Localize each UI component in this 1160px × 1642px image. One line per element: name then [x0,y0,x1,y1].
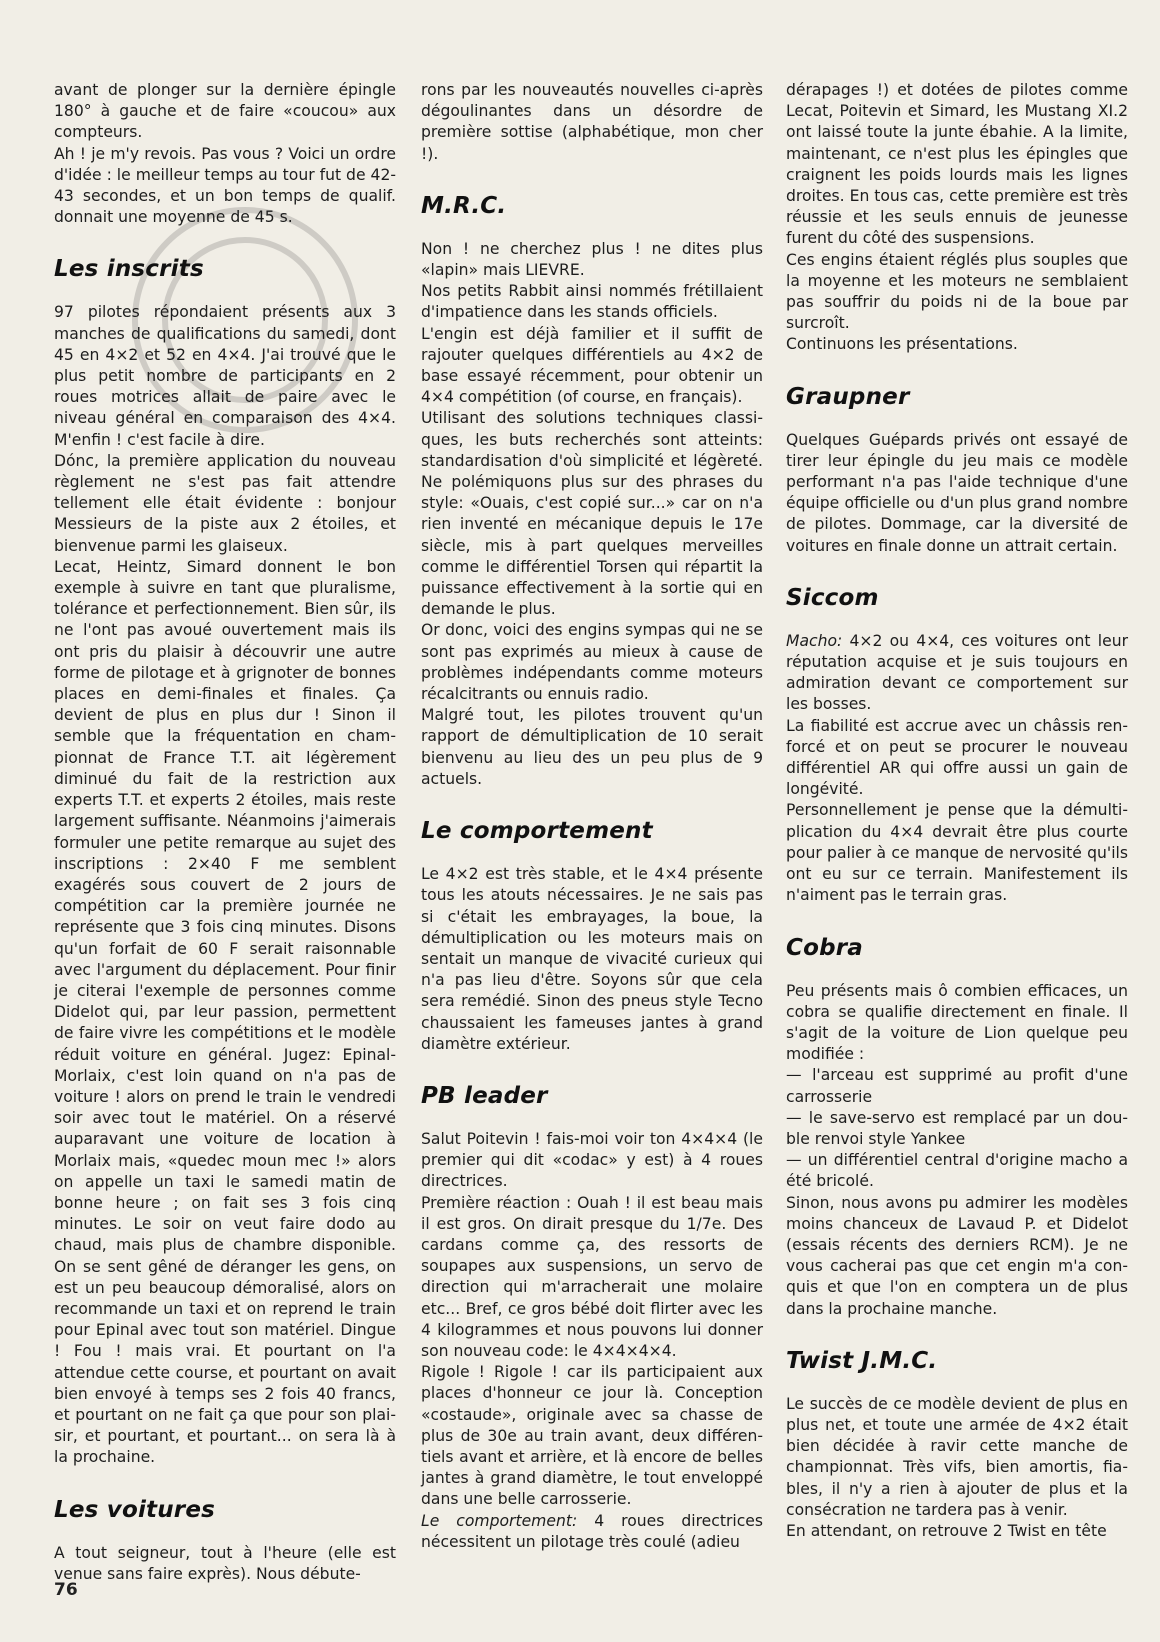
paragraph: Continuons les présentations. [786,335,1018,354]
section-heading: Siccom [786,584,879,611]
paragraph: 97 pilotes répondaient présents aux 3 manches de qualifications du samedi, dont 45 en 4×2 et 52 en 4×4. J'ai trouvé que le plus petit nombre de participants en 2 roues motrices allait de paire avec le niveau général en comparaison des 4×4. M'enfin ! c'est facile à dire. [54,303,396,449]
section-heading: Graupner [786,383,910,410]
section-heading: Cobra [786,934,864,961]
paragraph: Première réaction : Ouah ! il est beau mais il est gros. On dirait presque du 1/7e. Des cardans comme ça, des ressorts de soupapes aux suspensions, un servo de direction qui m'arracherait une molaire etc... Bref, ce gros bébé doit flirter avec les 4 kilogrammes et nous pouvons lui donner son nouveau code: le 4×4×4×4. [421,1193,763,1360]
paragraph: En attendant, on retrouve 2 Twist en tête [786,1521,1107,1540]
paragraph: La fiabilité est accrue avec un châssis renforcé et on peut se procurer le nouveau différentiel AR qui offre aussi un gain de longévité. [786,716,1128,799]
paragraph: Or donc, voici des engins sympas qui ne se sont pas exprimés au mieux à cause de problèmes indépendants comme moteurs récalcitrants ou ennuis radio. [421,621,763,704]
column-1 [54,80,396,1585]
paragraph: Dónc, la première application du nouveau règlement ne s'est pas fait attendre tellement elle était évidente : bonjour Messieurs de la piste aux 2 étoiles, et bienvenue parmi les glaiseux. [54,451,396,555]
section-heading: Twist J.M.C. [786,1347,938,1374]
paragraph: L'engin est déjà familier et il suffit de rajouter quelques différentiels au 4×2 de base essayé récemment, pour obtenir un 4×4 compétition (of course, en français). [421,324,763,407]
section-heading: Les voitures [54,1496,216,1523]
page-number: 76 [54,1580,78,1600]
paragraph: — un différentiel central d'origine macho a été bricolé. [786,1151,1128,1191]
paragraph: Non ! ne cherchez plus ! ne dites plus «lapin» mais LIEVRE. [421,239,763,280]
paragraph: Quelques Guépards privés ont essayé de tirer leur épingle du jeu mais ce modèle performant n'a pas l'aide technique d'une équipe officielle ou d'un plus grand nombre de pilotes. Dommage, car la diversité de voitures en finale donne un attrait certain. [786,430,1128,555]
paragraph: Salut Poitevin ! fais-moi voir ton 4×4×4 (le premier qui dit «codac» y est) à 4 roues directrices. [421,1129,763,1191]
paragraph: avant de plonger sur la dernière épingle 180° à gauche et de faire «coucou» aux compteurs. [54,81,396,142]
paragraph-text: 4×2 ou 4×4, ces voitures ont leur réputation acquise et je suis toujours en admiration devant ce comportement sur les bosses. [786,631,1128,714]
section-heading: Le comportement [421,818,653,845]
paragraph [421,1511,763,1553]
paragraph [786,631,1128,716]
paragraph: Personnellement je pense que la démultiplication du 4×4 devrait être plus courte pour palier à ce manque de nervosité qu'ils ont eu sur ce terrain. Manifestement ils n'aiment pas le terrain gras. [786,801,1128,905]
section-heading: PB leader [421,1082,548,1109]
paragraph: dérapages !) et dotées de pilotes comme Lecat, Poitevin et Simard, les Mustang XI.2 ont laissé toute la junte ébahie. A la limite, maintenant, ce n'est plus les épingles que craignent les poids lourds mais les lignes droites. En tous cas, cette première est très réussie et les seuls ennuis de jeunesse furent du côté des suspensions. [786,81,1128,248]
column-2 [421,80,763,1553]
paragraph: Le 4×2 est très stable, et le 4×4 présente tous les atouts nécessaires. Je ne sais pas si c'était les embrayages, la boue, la démultiplication ou les moteurs mais on sentait un manque de vivacité curieux qui n'a pas lieu d'être. Soyons sûr que cela sera remédié. Sinon des pneus style Tecno chaussaient les fameuses jantes à grand diamètre extérieur. [421,865,763,1053]
paragraph: Le succès de ce modèle devient de plus en plus net, et toute une armée de 4×2 était bien décidée à ravir cette manche de championnat. Très vifs, bien amortis, fiables, il n'y a rien à ajouter de plus et la consécration ne tardera pas à venir. [786,1394,1128,1519]
paragraph: Nos petits Rabbit ainsi nommés frétillaient d'impatience dans les stands officiels. [421,282,763,322]
section-heading: Les inscrits [54,256,204,283]
paragraph: Malgré tout, les pilotes trouvent qu'un rapport de démultiplication de 10 serait bienvenu au lieu des un peu plus de 9 actuels. [421,706,763,788]
paragraph: Ces engins étaient réglés plus souples que la moyenne et les moteurs ne semblaient pas souffrir du poids ni de la boue par surcroît. [786,250,1128,333]
paragraph: Sinon, nous avons pu admirer les modèles moins chanceux de Lavaud P. et Didelot (essais récents des derniers RCM). Je ne vous cacherai pas que cet engin m'a conquis et que l'on en comptera un de plus dans la prochaine manche. [786,1193,1128,1318]
paragraph: Ah ! je m'y revois. Pas vous ? Voici un ordre d'idée : le meilleur temps au tour fut de 42-43 secondes, et un bon temps de qualif. donnait une moyenne de 45 s. [54,144,396,227]
paragraph-lead: Le comportement: [421,1511,578,1530]
paragraph-lead: Macho: [786,631,843,650]
section-heading: M.R.C. [421,192,507,219]
paragraph: — le save-servo est remplacé par un double renvoi style Yankee [786,1108,1128,1148]
paragraph-text: 4 roues directrices nécessitent un pilotage très coulé (adieu [421,1511,763,1551]
paragraph: rons par les nouveautés nouvelles ci-après dégoulinantes dans un désordre de première sottise (alphabétique, mon cher !). [421,81,763,163]
column-3 [786,80,1128,1542]
paragraph: Utilisant des solutions techniques classiques, les buts recherchés sont atteints: standardisation d'où simplicité et légèreté. Ne polémiquons plus sur des phrases du style: «Ouais, c'est copié sur...» car on n'a rien inventé en mécanique depuis le 17e siècle, mis à part quelques merveilles comme le différentiel Torsen qui répartit la puissance effectivement à la sortie qui en demande le plus. [421,409,763,619]
paragraph: — l'arceau est supprimé au profit d'une carrosserie [786,1066,1128,1106]
paragraph: Rigole ! Rigole ! car ils participaient aux places d'honneur ce jour là. Conception «costaude», originale avec sa chasse de plus de 30e au train avant, deux différentiels avant et arrière, et là encore de belles jantes à grand diamètre, le tout enveloppé dans une belle carrosserie. [421,1363,763,1509]
paragraph: A tout seigneur, tout à l'heure (elle est venue sans faire exprès). Nous débute- [54,1543,396,1583]
paragraph: Peu présents mais ô combien efficaces, un cobra se qualifie directement en finale. Il s'agit de la voiture de Lion quelque peu modifiée : [786,981,1128,1064]
paragraph: Lecat, Heintz, Simard donnent le bon exemple à suivre en tant que pluralisme, tolérance et perfectionnement. Bien sûr, ils ne l'ont pas avoué ouvertement mais ils ont pris du plaisir à découvrir une autre forme de pilotage et à grignoter de bonnes places en demi-finales et finales. Ça devient de plus en plus dur ! Sinon il semble que la fréquentation en championnat de France T.T. ait légèrement diminué du fait de la restriction aux experts T.T. et experts 2 étoiles, mais reste largement suffisante. Néanmoins j'aimerais formuler une petite remarque au sujet des inscriptions : 2×40 F me semblent exagérés sous couvert de 2 jours de compétition car la première journée ne représente que 3 fois cinq minutes. Disons qu'un forfait de 60 F serait raisonnable avec l'argument du déplacement. Pour finir je citerai l'exemple de personnes comme Didelot qui, par leur passion, permettent de faire vivre les compétitions et le modèle réduit voiture en général. Jugez: Epinal-Morlaix, c'est loin quand on n'a pas de voiture ! alors on prend le train le vendredi soir avec tout le matériel. On a réservé auparavant une voiture de location à Morlaix mais, «quedec moun mec !» alors on appelle un taxi le samedi matin de bonne heure ; on fait ses 3 fois cinq minutes. Le soir on veut faire dodo au chaud, mais plus de chambre disponible. On se sent gêné de déranger les gens, on est un peu beaucoup démoralisé, alors on recommande un taxi et on reprend le train pour Epinal avec tout son matériel. Dingue ! Fou ! mais vrai. Et pourtant on l'a attendue cette course, et pourtant on avait bien envoyé à temps ses 2 fois 40 francs, et pourtant on ne fait ça que pour son plaisir, et pourtant, et pourtant... on sera là à la prochaine. [54,557,396,1467]
